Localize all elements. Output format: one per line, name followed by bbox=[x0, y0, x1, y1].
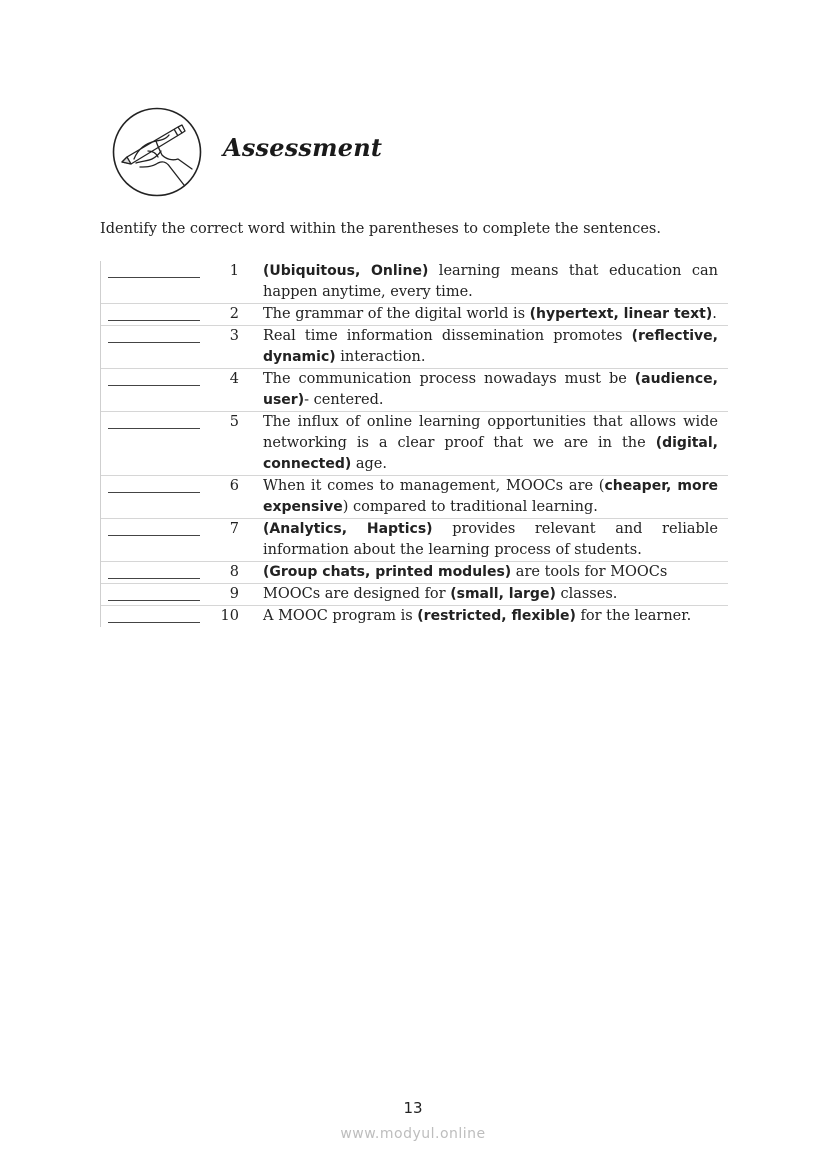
question-number: 10 bbox=[220, 608, 239, 624]
question-row bbox=[101, 519, 728, 562]
answer-blank[interactable] bbox=[101, 584, 201, 605]
question-number: 8 bbox=[229, 564, 239, 580]
answer-blank[interactable] bbox=[101, 369, 201, 411]
question-number: 5 bbox=[229, 414, 239, 430]
answer-blank[interactable] bbox=[101, 412, 201, 475]
question-row bbox=[101, 261, 728, 304]
answer-blank[interactable] bbox=[101, 562, 201, 583]
answer-blank[interactable] bbox=[101, 261, 201, 303]
page-number: 13 bbox=[403, 1099, 423, 1117]
watermark: www.modyul.online bbox=[340, 1126, 486, 1142]
answer-blank[interactable] bbox=[101, 519, 201, 561]
question-text: (Group chats, printed modules) are tools for MOOCs bbox=[263, 564, 668, 580]
question-row bbox=[101, 476, 728, 519]
answer-blank[interactable] bbox=[101, 476, 201, 518]
instruction-text: Identify the correct word within the parentheses to complete the sentences. bbox=[100, 221, 661, 237]
question-text: A MOOC program is (restricted, flexible) for the learner. bbox=[263, 608, 692, 624]
question-number: 4 bbox=[229, 371, 239, 387]
question-text: When it comes to management, MOOCs are (cheaper, more expensive) compared to traditional learning. bbox=[263, 478, 718, 515]
question-row bbox=[101, 584, 728, 606]
question-row bbox=[101, 304, 728, 326]
question-text: The communication process nowadays must be (audience, user)- centered. bbox=[263, 371, 718, 408]
question-number: 9 bbox=[229, 586, 239, 602]
question-text: MOOCs are designed for (small, large) classes. bbox=[263, 586, 618, 602]
question-row bbox=[101, 562, 728, 584]
question-text: The influx of online learning opportunities that allows wide networking is a clear proof that we are in the (digital, connected) age. bbox=[263, 414, 718, 472]
question-row bbox=[101, 326, 728, 369]
question-number: 2 bbox=[229, 306, 239, 322]
question-text: The grammar of the digital world is (hypertext, linear text). bbox=[263, 306, 717, 322]
writing-hand-icon bbox=[112, 107, 202, 197]
question-text: (Analytics, Haptics) provides relevant and reliable information about the learning process of students. bbox=[263, 521, 718, 558]
answer-blank[interactable] bbox=[101, 606, 201, 627]
question-row bbox=[101, 606, 728, 627]
answer-blank[interactable] bbox=[101, 304, 201, 325]
answer-blank[interactable] bbox=[101, 326, 201, 368]
question-number: 1 bbox=[229, 263, 239, 279]
question-text: (Ubiquitous, Online) learning means that education can happen anytime, every time. bbox=[263, 263, 718, 300]
question-number: 7 bbox=[229, 521, 239, 537]
question-text: Real time information dissemination promotes (reflective, dynamic) interaction. bbox=[263, 328, 718, 365]
question-row bbox=[101, 369, 728, 412]
question-number: 3 bbox=[229, 328, 239, 344]
assessment-table bbox=[100, 261, 728, 627]
question-row bbox=[101, 412, 728, 476]
question-number: 6 bbox=[229, 478, 239, 494]
page-title: Assessment bbox=[223, 133, 383, 162]
